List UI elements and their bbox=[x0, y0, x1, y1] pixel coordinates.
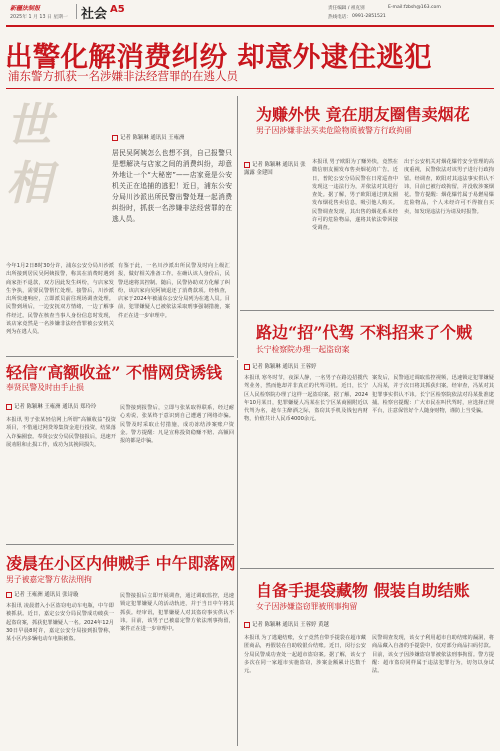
byline-text: 记者 王雍洲 通讯员 张诗璇 bbox=[14, 592, 79, 598]
article4-top-rule bbox=[6, 356, 234, 357]
article2-col2: 出于公安机关对烟花爆竹安全管理的高度重视，民警依法对该男子进行行政拘留。经调查，欧阳对其违法事实供认不讳，目前已被行政拘留，并没收涉案烟花。警方提醒：烟花爆竹属于易燃易爆危险物品，个人未经许可不得擅自买卖，如发现违法行为请及时报警。 bbox=[404, 159, 494, 215]
phone-number: 0991-2851521 bbox=[352, 14, 386, 19]
article5-subtitle: 男子被嘉定警方依法刑拘 bbox=[6, 575, 92, 584]
article6-byline bbox=[244, 620, 329, 628]
article4-subtitle: 奉贤民警及时由手止损 bbox=[6, 383, 84, 392]
article1-watermark: 世 相 bbox=[6, 98, 52, 210]
article5-col2: 民警接报后立即开展调查，通过调取监控，迅速锁定犯罪嫌疑人的活动轨迹，并于当日中午将其抓获。经审讯，犯罪嫌疑人对其盗窃事实供认不讳。目前，该男子已被嘉定警方依法刑事拘留，案件正在进一步审理中。 bbox=[120, 593, 234, 633]
article3-col2: 案发后，民警通过调取监控视频，迅速锁定犯罪嫌疑人冯某，并于次日将其抓获归案。经审查，冯某对其犯罪事实供认不讳。长宁区检察院依法对冯某批准逮捕。检察官提醒：广大市民在叫代驾时，应选择正规平台，注意保管好个人随身财物，谨防上当受骗。 bbox=[372, 375, 494, 415]
article1-lead: 居民吴阿姨怎么也想不到，自己报警只是想解决与店家之间的消费纠纷，却意外地让一个“大秘密”——店家竟是公安机关正在追捕的逃犯！近日，浦东公安分局川沙派出所民警出警处理一起消费纠纷时，抓获一名涉嫌非法经营罪的在逃人员。 bbox=[112, 149, 232, 223]
article4-col1: 本报讯 男子张某轻信网上所谓“高额收益”投资项目，不惜通过网贷筹集资金进行投资，结果落入诈骗圈套。奉贤公安分局民警接报后，迅速开展劝阻和止损工作，成功为其挽回损失。 bbox=[6, 417, 116, 448]
article1-byline bbox=[112, 133, 184, 141]
article2-bottom-rule bbox=[240, 310, 494, 311]
banner-title: 出警化解消费纠纷 却意外逮住逃犯 bbox=[5, 41, 432, 73]
article3-bottom-rule bbox=[240, 568, 494, 569]
byline-square-icon bbox=[244, 364, 250, 370]
banner-rule bbox=[6, 88, 494, 89]
byline-square-icon bbox=[6, 404, 12, 410]
byline-square-icon bbox=[112, 135, 118, 141]
article4-byline bbox=[6, 402, 96, 410]
byline-text: 记者 陈颖琳 通讯员 王蓉婷 bbox=[252, 364, 317, 370]
page-number: A5 bbox=[110, 4, 125, 15]
article6-subtitle: 女子因涉嫌盗窃罪被刑事拘留 bbox=[256, 602, 358, 611]
section-divider bbox=[76, 4, 77, 19]
byline-text: 记者 陈颖琳 通讯员 王蓉婷 黄越 bbox=[252, 622, 329, 628]
date-line: 2025年 1 月 13 日 星期一 bbox=[10, 15, 68, 20]
article2-title: 为赚外快 竟在朋友圈售卖烟花 bbox=[256, 105, 470, 124]
article4-bottom-rule bbox=[6, 544, 234, 545]
byline-square-icon bbox=[244, 622, 250, 628]
byline-text: 记者 陈颖琳 通讯员 王雍洲 bbox=[120, 135, 185, 141]
article3-title: 路边“招”代驾 不料招来了个贼 bbox=[256, 323, 472, 342]
paper-name: 新疆法制报 bbox=[10, 5, 41, 12]
article1-divider bbox=[237, 96, 238, 358]
article1-col1: 今年1月2日8时30分许，浦东公安分局川沙派出所接到居民吴阿姨报警，称其在消费时遇到商家拒不退款，双方因此发生纠纷，与店家发生争执，需要民警帮忙处理。接警后，川沙派出所快速响应，立即派员前往现场调查处理。民警到场后，一边安抚双方情绪，一边了解事件经过。民警在核查当事人身份信息时发现，该店家竟然是一名涉嫌非法经营罪被公安机关列为在逃人员。 bbox=[6, 263, 114, 336]
byline-text: 记者 陈颖琳 通讯员 张露露 金建国 bbox=[244, 162, 306, 176]
article3-subtitle: 长宁检察院办理一起盗窃案 bbox=[256, 345, 350, 354]
article3-byline bbox=[244, 362, 316, 370]
article6-title: 自备手提袋藏物 假装自助结账 bbox=[256, 581, 470, 600]
byline-square-icon bbox=[6, 592, 12, 598]
article5-col1: 本报讯 凌晨潜入小区盗窃电动车电瓶，中午即被抓获。近日，嘉定公安分局民警成功破获一起盗窃案，抓获犯罪嫌疑人一名。2024年12月30日早晨8时许，嘉定公安分局接到报警称，某小区内多辆电动车电瓶被盗。 bbox=[6, 603, 114, 643]
editor-label: 责任编辑 / 祖克别 bbox=[328, 6, 365, 11]
article4-col2: 民警接到报警后，立即与张某取得联系，经过耐心劝说，张某终于意识到自己遭遇了网络诈骗。民警及时采取止付措施，成功冻结涉案账户资金。警方提醒：凡是宣称投资稳赚不赔、高额回报的都是诈骗。 bbox=[120, 405, 234, 445]
article2-col1: 本报讯 男子欧阳为了赚外快，竟然在微信朋友圈发布售卖烟花的广告。近日，普陀公安分局民警在日常巡查中发现这一违法行为，并依法对其进行查处。据了解，男子欧阳通过朋友圈发布烟花售卖信息，吸引他人购买。民警调查发现，其出售的烟花系未经许可的危险物品，遂将其依法带回接受调查。 bbox=[312, 159, 398, 232]
article6-col1: 本报讯 为了逃避结账，女子竟然自带手提袋在超市藏匿商品，再假装在自助收银台结账。近日，闵行公安分局民警成功查处一起超市盗窃案。据了解，该女子多次在同一家超市实施盗窃，涉案金额累计达数千元。 bbox=[244, 635, 366, 675]
byline-square-icon bbox=[244, 162, 250, 168]
masthead bbox=[0, 0, 500, 26]
article5-byline bbox=[6, 590, 78, 598]
masthead-rule bbox=[6, 25, 494, 27]
article5-title: 凌晨在小区内伸贼手 中午即落网 bbox=[6, 554, 236, 573]
banner-subtitle: 浦东警方抓获一名涉嫌非法经营罪的在逃人员 bbox=[8, 69, 238, 83]
phone-label: 热线电话： bbox=[328, 15, 351, 20]
byline-text: 记者 陈颖琳 王雍洲 通讯员 郑玲玲 bbox=[14, 404, 97, 410]
article6-col2: 民警调查发现，该女子利用超市自助结账的漏洞，将商品藏入自备的手提袋中，仅对部分商品扫码付款。目前，该女子因涉嫌盗窃罪被依法刑事拘留。警方提醒：超市盗窃同样属于违法犯罪行为，切勿以身试法。 bbox=[372, 635, 494, 675]
left-column-divider bbox=[237, 360, 238, 746]
section-name: 社会 bbox=[81, 7, 108, 22]
article2-byline bbox=[244, 160, 306, 176]
article2-subtitle: 男子因涉嫌非法买卖危险物质被警方行政拘留 bbox=[256, 126, 412, 135]
article3-col1: 本报讯 寒冬时节，夜深人静，一名男子在路边招揽代驾业务，然而他却并非真正的代驾司机。近日，长宁区人民检察院办理了这样一起盗窃案。据了解，2024年10月某日，犯罪嫌疑人冯某在长宁区某商圈附近以代驾为名，趁车主醉酒之际，盗窃其手机及钱包内财物，价值共计人民币4000余元。 bbox=[244, 375, 368, 423]
article1-col2: 有鉴于此，一名川沙派出所民警及时向上级汇报，做好相关准备工作。在确认该人身份后，民警迅速将其控制。随后，民警协助双方化解了纠纷，该店家向吴阿姨退还了消费款项。经核查，店家于2024年被浦东公安分局列为在逃人员。目前，犯罪嫌疑人已被依法采取刑事强制措施，案件正在进一步审理中。 bbox=[118, 263, 230, 319]
email-label: E-mail:fzbsh@163.com bbox=[388, 5, 441, 10]
article4-title: 轻信“高额收益” 不惜网贷诱钱 bbox=[6, 363, 222, 382]
